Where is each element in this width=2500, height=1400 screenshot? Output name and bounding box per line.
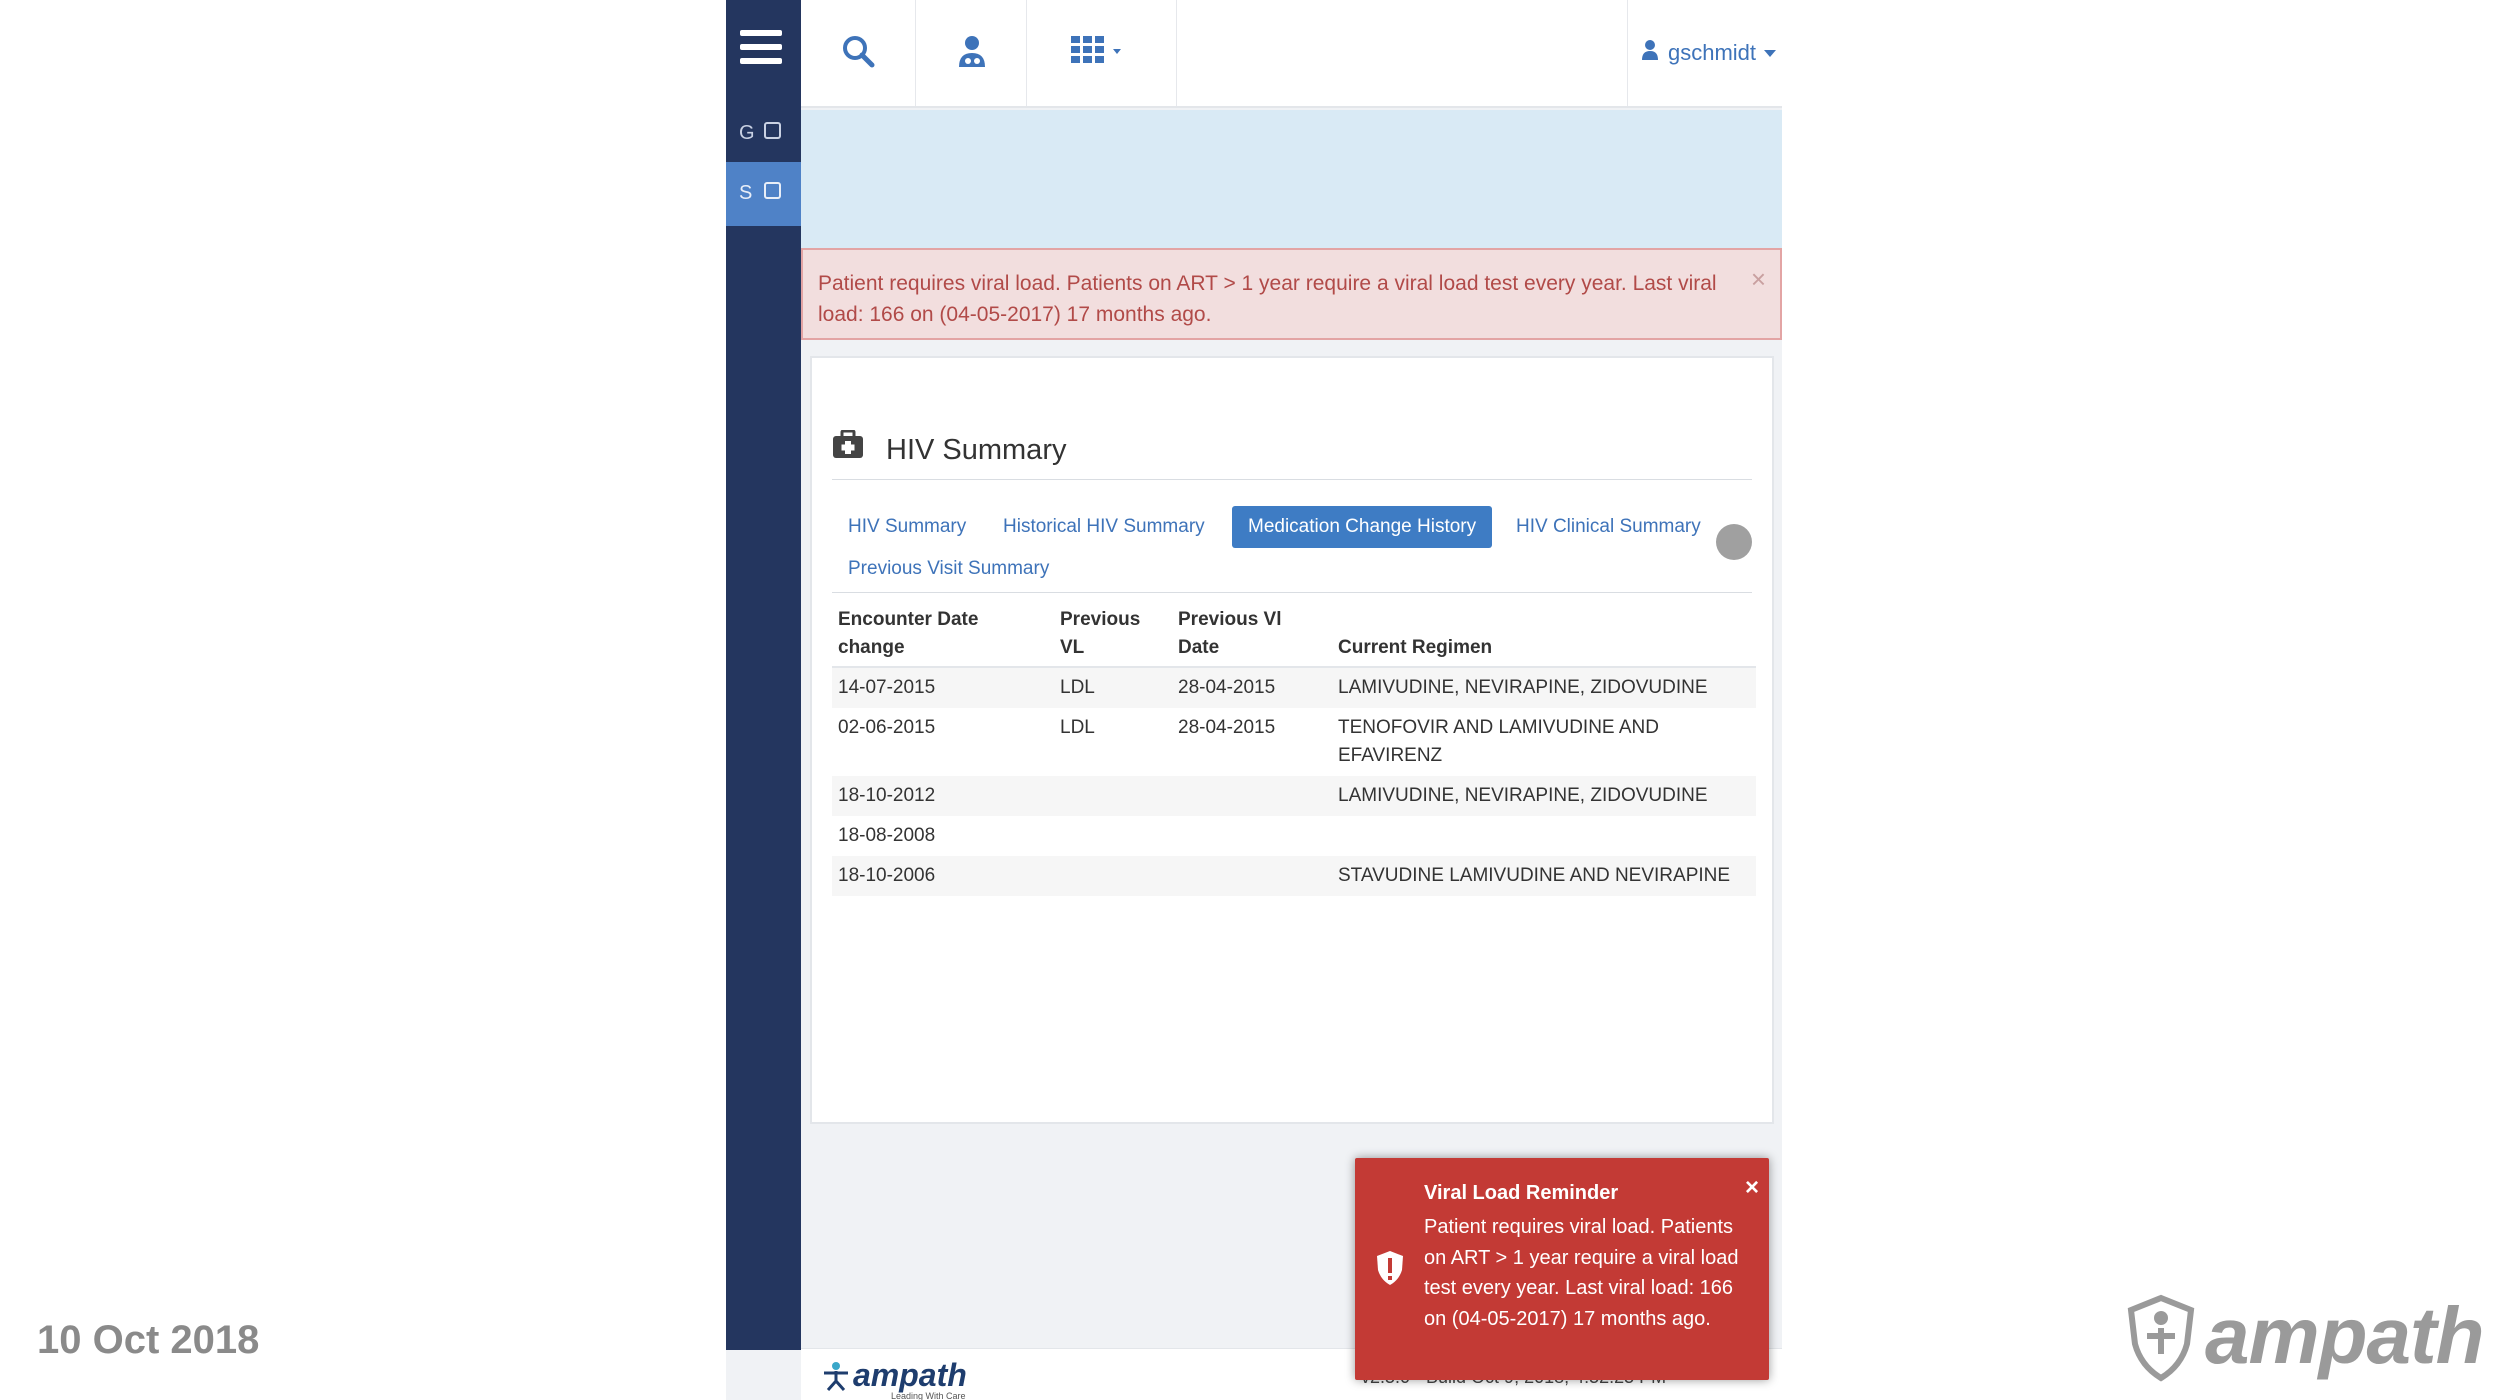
table-cell: TENOFOVIR AND LAMIVUDINE AND EFAVIRENZ xyxy=(1338,717,1659,766)
table-header-row xyxy=(832,600,1756,667)
sidebar-item-letter: G xyxy=(739,122,755,144)
tab-hiv-summary[interactable]: HIV Summary xyxy=(848,516,967,537)
table-cell: 28-04-2015 xyxy=(1178,717,1276,738)
alert-close-button[interactable]: × xyxy=(1750,264,1766,294)
patient-search-button[interactable] xyxy=(916,0,1027,106)
table-row xyxy=(832,776,1756,816)
checkbox-icon xyxy=(764,182,781,199)
username-label: gschmidt xyxy=(1668,40,1757,65)
shield-alert-icon xyxy=(1375,1250,1405,1286)
user-menu-button[interactable] xyxy=(1627,0,1782,106)
apps-grid-icon xyxy=(1071,36,1131,66)
table-cell xyxy=(1172,816,1332,856)
tab-historical-hiv-summary[interactable]: Historical HIV Summary xyxy=(1003,516,1205,537)
sidebar-item-s[interactable] xyxy=(726,162,801,226)
patient-banner xyxy=(801,110,1782,248)
ampath-emblem-icon xyxy=(2121,1292,2201,1382)
table-cell xyxy=(1054,776,1172,816)
alert-message: Patient requires viral load. Patients on ART > 1 year require a viral load test every year. Last viral load: 166 on (04-05-2017) 17 months ago. xyxy=(818,272,1717,326)
table-cell: LAMIVUDINE, NEVIRAPINE, ZIDOVUDINE xyxy=(1332,667,1756,708)
column-header: Encounter Date change xyxy=(832,600,1054,667)
table-cell xyxy=(1332,816,1756,856)
touch-cursor xyxy=(1716,524,1752,560)
table-cell xyxy=(1172,856,1332,896)
tab-medication-change-history[interactable]: Medication Change History xyxy=(1232,506,1492,548)
ampath-brand-logo xyxy=(2115,1290,2485,1390)
toast-message: Patient requires viral load. Patients on ART > 1 year require a viral load test every year. Last viral load: 166 on (04-05-2017) 17 months ago. xyxy=(1424,1216,1739,1330)
footer-tagline: Leading With Care xyxy=(891,1391,966,1400)
hiv-summary-card xyxy=(810,356,1774,1124)
column-header: Previous VL xyxy=(1054,600,1172,667)
viral-load-reminder-toast[interactable] xyxy=(1355,1158,1769,1380)
table-cell xyxy=(1054,816,1172,856)
table-row xyxy=(832,708,1756,776)
slide-date: 10 Oct 2018 xyxy=(37,1318,260,1362)
top-navbar xyxy=(801,0,1782,108)
table-cell: LDL xyxy=(1060,717,1095,738)
search-button[interactable] xyxy=(801,0,916,106)
sidebar-item-g[interactable] xyxy=(726,102,801,166)
apps-menu-button[interactable] xyxy=(1027,0,1177,106)
app-window xyxy=(726,0,1782,1400)
table-cell: LDL xyxy=(1054,667,1172,708)
table-cell: 18-08-2008 xyxy=(838,825,936,846)
tab-hiv-clinical-summary[interactable]: HIV Clinical Summary xyxy=(1516,516,1701,537)
hamburger-menu-icon[interactable] xyxy=(740,30,782,64)
sidebar-item-letter: S xyxy=(739,182,753,204)
tabs-divider xyxy=(832,592,1752,593)
column-header: Current Regimen xyxy=(1332,600,1756,667)
table-cell: 28-04-2015 xyxy=(1172,667,1332,708)
table-row xyxy=(832,816,1756,856)
table-cell: 02-06-2015 xyxy=(838,717,936,738)
doctor-icon xyxy=(956,34,988,68)
card-title: HIV Summary xyxy=(886,434,1067,466)
footer-logo-text: ampath xyxy=(853,1357,967,1393)
chevron-down-icon xyxy=(1764,50,1776,58)
table-cell: 18-10-2006 xyxy=(832,856,1054,896)
medkit-icon xyxy=(832,430,864,460)
table-cell xyxy=(1054,856,1172,896)
checkbox-icon xyxy=(764,122,781,139)
ampath-figure-icon xyxy=(821,1361,851,1391)
table-cell: 18-10-2012 xyxy=(832,776,1054,816)
card-header xyxy=(832,430,1752,480)
table-cell: STAVUDINE LAMIVUDINE AND NEVIRAPINE xyxy=(1332,856,1756,896)
toast-title: Viral Load Reminder xyxy=(1424,1182,1619,1204)
user-icon xyxy=(1642,40,1658,60)
column-header: Previous Vl Date xyxy=(1172,600,1332,667)
search-icon xyxy=(841,34,875,68)
brand-wordmark: ampath xyxy=(2205,1291,2484,1380)
viral-load-alert xyxy=(801,248,1782,340)
sidebar xyxy=(726,0,801,1350)
tab-previous-visit-summary[interactable]: Previous Visit Summary xyxy=(848,558,1050,579)
table-row xyxy=(832,667,1756,708)
toast-close-button[interactable]: × xyxy=(1744,1174,1759,1201)
table-cell xyxy=(1172,776,1332,816)
table-cell: 14-07-2015 xyxy=(832,667,1054,708)
table-row xyxy=(832,856,1756,896)
table-cell: LAMIVUDINE, NEVIRAPINE, ZIDOVUDINE xyxy=(1332,776,1756,816)
medication-change-table xyxy=(832,600,1756,896)
